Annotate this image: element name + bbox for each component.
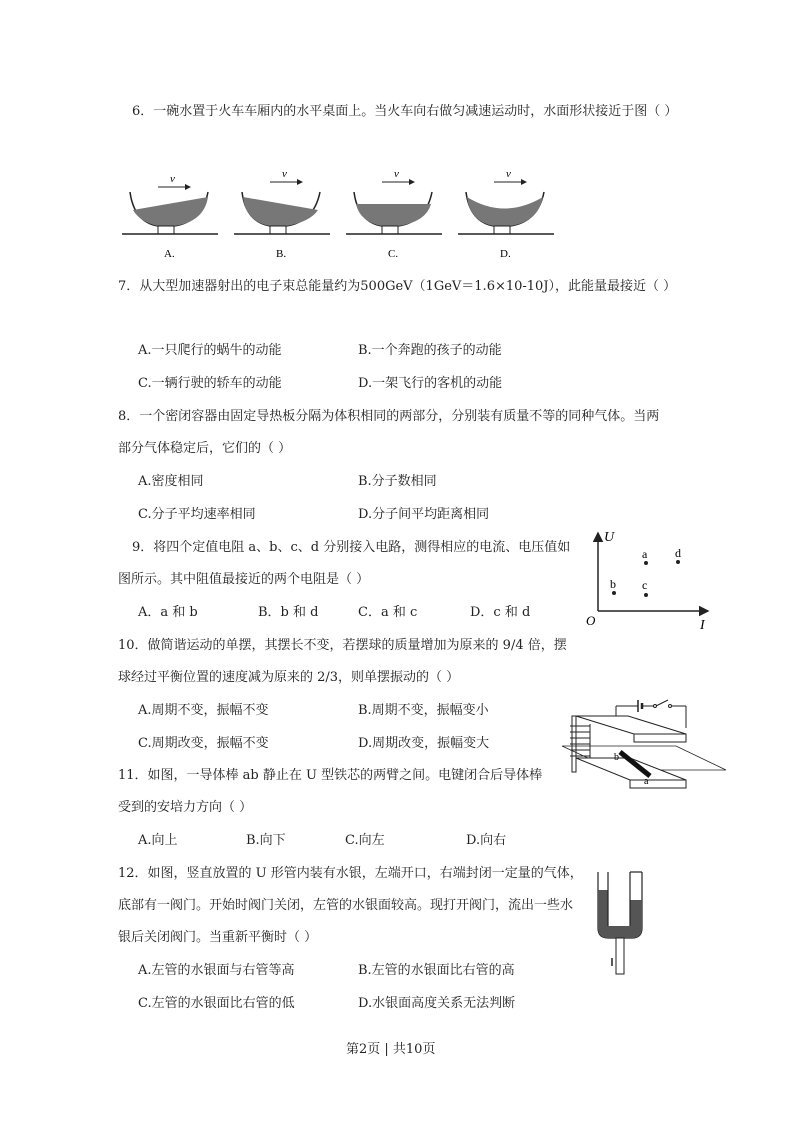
q7-option-b: B.一个奔跑的孩子的动能 xyxy=(358,343,502,358)
svg-text:v: v xyxy=(282,168,287,180)
q8-option-c: C.分子平均速率相同 xyxy=(138,507,256,522)
q10-stem-line2: 球经过平衡位置的速度减为原来的 2/3，则单摆振动的（ ） xyxy=(118,670,460,685)
q10-option-d: D.周期改变，振幅变大 xyxy=(358,736,490,751)
point-d-label: d xyxy=(675,546,681,560)
q12-stem-line1: 12．如图，竖直放置的 U 形管内装有水银，左端开口，右端封闭一定量的气体， xyxy=(118,866,583,881)
svg-text:v: v xyxy=(394,168,399,180)
q11-option-d: D.向右 xyxy=(466,833,507,848)
q10-option-b: B.周期不变，振幅变小 xyxy=(358,703,489,718)
q7-stem: 7．从大型加速器射出的电子束总能量约为500GeV（1GeV＝1.6×10-10J），此能量最接近（ ） xyxy=(118,279,677,294)
q6-stem: 6．一碗水置于火车车厢内的水平桌面上。当火车向右做匀减速运动时，水面形状接近于图（ ） xyxy=(132,104,678,119)
q10-option-c: C.周期改变，振幅不变 xyxy=(138,736,269,751)
q9-stem-line1: 9．将四个定值电阻 a、b、c、d 分别接入电路，测得相应的电流、电压值如 xyxy=(132,540,571,555)
q8-stem-line2: 部分气体稳定后，它们的（ ） xyxy=(118,441,292,456)
q9-option-b: B．b 和 d xyxy=(258,605,319,620)
svg-text:v: v xyxy=(506,168,511,180)
bowl-a xyxy=(122,173,218,260)
q8-option-a: A.密度相同 xyxy=(138,474,204,489)
bowl-b xyxy=(234,168,330,260)
point-c xyxy=(644,593,648,597)
bowl-c xyxy=(346,168,442,260)
q11-option-b: B.向下 xyxy=(246,833,286,848)
page-footer: 第2页 | 共10页 xyxy=(346,1042,436,1057)
rod-label-b: b xyxy=(614,752,619,763)
q12-option-b: B.左管的水银面比右管的高 xyxy=(358,963,515,978)
y-axis-label: U xyxy=(604,530,615,545)
q12-option-a: A.左管的水银面与右管等高 xyxy=(138,963,295,978)
q8-stem-line1: 8．一个密闭容器由固定导热板分隔为体积相同的两部分，分别装有质量不等的同种气体。当两 xyxy=(118,409,660,424)
origin-label: O xyxy=(586,613,596,628)
q11-stem-line1: 11．如图，一导体棒 ab 静止在 U 型铁芯的两臂之间。电键闭合后导体棒 xyxy=(118,768,543,783)
q11-option-a: A.向上 xyxy=(138,833,178,848)
q11-option-c: C.向左 xyxy=(345,833,385,848)
svg-text:B.: B. xyxy=(276,248,287,260)
svg-text:v: v xyxy=(170,173,175,185)
q9-option-a: A．a 和 b xyxy=(138,605,198,620)
point-d xyxy=(676,560,680,564)
svg-text:D.: D. xyxy=(500,248,511,260)
bowl-d xyxy=(458,168,554,260)
rod-label-a: a xyxy=(644,776,649,787)
point-a xyxy=(644,561,648,565)
point-a-label: a xyxy=(642,547,648,561)
q7-option-d: D.一架飞行的客机的动能 xyxy=(358,376,503,391)
q9-stem-line2: 图所示。其中阻值最接近的两个电阻是（ ） xyxy=(118,572,370,587)
point-c-label: c xyxy=(642,578,648,592)
q12-option-c: C.左管的水银面比右管的低 xyxy=(138,996,295,1011)
q9-option-c: C．a 和 c xyxy=(358,605,418,620)
x-axis-label: I xyxy=(700,618,705,633)
point-b xyxy=(612,591,616,595)
q9-option-d: D．c 和 d xyxy=(470,605,531,620)
q8-option-d: D.分子间平均距离相同 xyxy=(358,507,490,522)
q9-ui-graph xyxy=(580,525,715,635)
q10-option-a: A.周期不变，振幅不变 xyxy=(138,703,269,718)
q12-stem-line2: 底部有一阀门。开始时阀门关闭，左管的水银面较高。现打开阀门，流出一些水 xyxy=(118,898,574,913)
q12-option-d: D.水银面高度关系无法判断 xyxy=(358,996,516,1011)
svg-text:A.: A. xyxy=(164,248,175,260)
q8-option-b: B.分子数相同 xyxy=(358,474,437,489)
q11-iron-core-figure xyxy=(558,688,733,800)
q7-option-c: C.一辆行驶的轿车的动能 xyxy=(138,376,282,391)
q7-option-a: A.一只爬行的蜗牛的动能 xyxy=(138,343,282,358)
svg-text:C.: C. xyxy=(388,248,399,260)
q12-u-tube-figure xyxy=(590,868,650,978)
q11-stem-line2: 受到的安培力方向（ ） xyxy=(118,800,253,815)
q6-bowls-figure xyxy=(120,160,570,265)
point-b-label: b xyxy=(610,577,616,591)
q12-stem-line3: 银后关闭阀门。当重新平衡时（ ） xyxy=(118,930,318,945)
q10-stem-line1: 10．做简谐运动的单摆，其摆长不变，若摆球的质量增加为原来的 9/4 倍，摆 xyxy=(118,638,567,653)
